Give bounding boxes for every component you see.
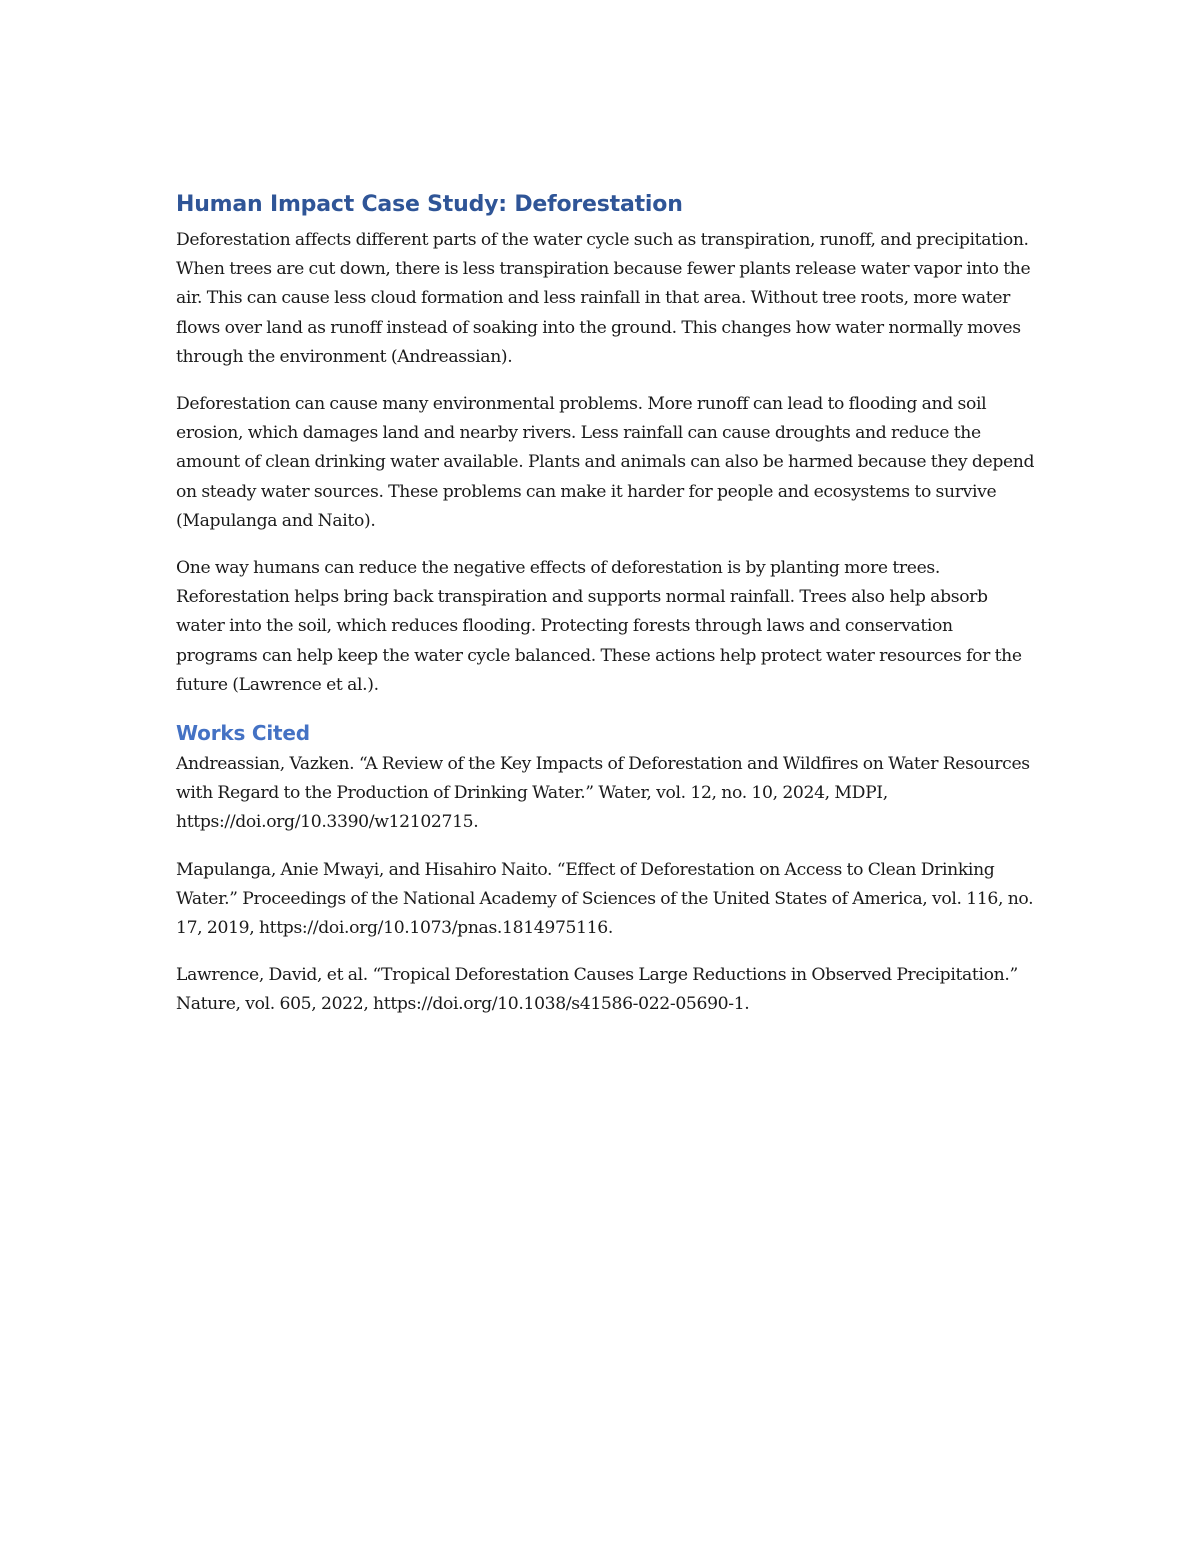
- citation-mapulanga: Mapulanga, Anie Mwayi, and Hisahiro Naito. “Effect of Deforestation on Access to Clean Drinking Water.” Proceedings of the National Academy of Sciences of the United States of America, vol. 116, no. 17, 2019, https://doi.org/10.1073/pnas.1814975116.: [176, 859, 1034, 939]
- body-paragraph-solutions: One way humans can reduce the negative effects of deforestation is by planting more trees. Reforestation helps bring back transpiration and supports normal rainfall. Trees also help absorb water into the soil, which reduces flooding. Protecting forests through laws and conservation programs can help keep the water cycle balanced. These actions help protect water resources for the future (Lawrence et al.).: [176, 558, 1022, 695]
- body-paragraph-problems: Deforestation can cause many environmental problems. More runoff can lead to flooding and soil erosion, which damages land and nearby rivers. Less rainfall can cause droughts and reduce the amount of clean drinking water available. Plants and animals can also be harmed because they depend on steady water sources. These problems can make it harder for people and ecosystems to survive (Mapulanga and Naito).: [176, 394, 1035, 531]
- document-body: [176, 188, 1036, 1038]
- body-paragraph-transpiration: Deforestation affects different parts of the water cycle such as transpiration, runoff, and precipitation. When trees are cut down, there is less transpiration because fewer plants release water vapor into the air. This can cause less cloud formation and less rainfall in that area. Without tree roots, more water flows over land as runoff instead of soaking into the ground. This changes how water normally moves through the environment (Andreassian).: [176, 230, 1031, 367]
- works-cited-heading: Works Cited: [176, 721, 310, 746]
- citation-andreassian: Andreassian, Vazken. “A Review of the Key Impacts of Deforestation and Wildfires on Water Resources with Regard to the Production of Drinking Water.” Water, vol. 12, no. 10, 2024, MDPI, https://doi.org/10.3390/w12102715.: [176, 754, 1030, 833]
- citation-lawrence: Lawrence, David, et al. “Tropical Deforestation Causes Large Reductions in Observed Precipitation.” Nature, vol. 605, 2022, https://doi.org/10.1038/s41586-022-05690-1.: [176, 965, 1018, 1015]
- document-title: Human Impact Case Study: Deforestation: [176, 192, 683, 217]
